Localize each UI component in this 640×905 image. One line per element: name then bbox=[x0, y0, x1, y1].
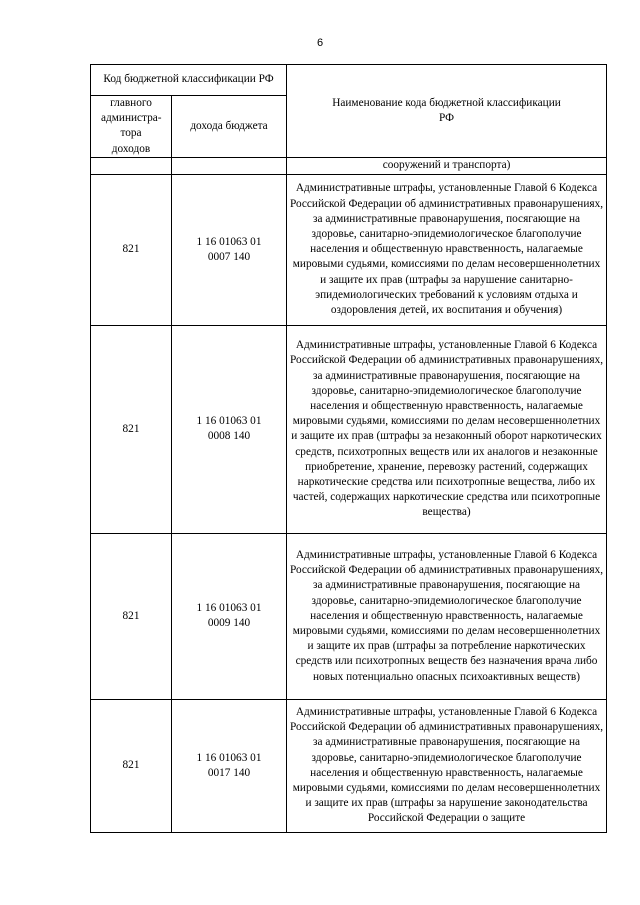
income-code-line1: 1 16 01063 01 bbox=[196, 235, 262, 248]
table-row bbox=[91, 325, 607, 533]
income-code-line1: 1 16 01063 01 bbox=[196, 751, 262, 764]
page-number: 6 bbox=[316, 37, 324, 49]
header-row-top bbox=[91, 65, 607, 96]
table-row bbox=[91, 533, 607, 699]
admin-code: 821 bbox=[91, 533, 172, 699]
income-code-line2: 0017 140 bbox=[207, 766, 251, 779]
header-code-group: Код бюджетной классификации РФ bbox=[91, 65, 287, 96]
income-code-line1: 1 16 01063 01 bbox=[196, 602, 262, 615]
income-code-line2: 0009 140 bbox=[207, 617, 251, 630]
continuation-admin-cell bbox=[91, 157, 172, 174]
income-code-line2: 0008 140 bbox=[207, 430, 251, 443]
code-description: Административные штрафы, установленные Главой 6 Кодекса Российской Федерации об административных правонарушениях, за административные правонарушения, посягающие на здоровье, санитарно-эпидемиологическое благополучие населения и общественную нравственность, налагаемые мировыми судьями, комиссиями по делам несовершеннолетних и защите их прав (штрафы за потребление наркотических средств или психотропных веществ без назначения врача либо новых потенциально опасных психоактивных веществ) bbox=[287, 533, 607, 699]
header-income: дохода бюджета bbox=[172, 96, 287, 158]
income-code bbox=[172, 533, 287, 699]
table-row bbox=[91, 699, 607, 832]
code-description: Административные штрафы, установленные Главой 6 Кодекса Российской Федерации об административных правонарушениях, за административные правонарушения, посягающие на здоровье, санитарно-эпидемиологическое благополучие населения и общественную нравственность, налагаемые мировыми судьями, комиссиями по делам несовершеннолетних и защите их прав (штрафы за незаконный оборот наркотических средств, психотропных веществ или их аналогов и незаконные приобретение, хранение, перевозку растений, содержащих наркотические средства или психотропные вещества, либо их частей, содержащих наркотические средства или психотропные вещества) bbox=[287, 325, 607, 533]
table-row bbox=[91, 174, 607, 325]
budget-classification-table bbox=[90, 64, 607, 833]
admin-code: 821 bbox=[91, 325, 172, 533]
continuation-text: сооружений и транспорта) bbox=[287, 157, 607, 174]
header-code-name: Наименование кода бюджетной классификации РФ bbox=[287, 65, 607, 158]
admin-code: 821 bbox=[91, 174, 172, 325]
income-code bbox=[172, 699, 287, 832]
income-code bbox=[172, 325, 287, 533]
header-administrator: главного администра-тора доходов bbox=[91, 96, 172, 158]
code-description: Административные штрафы, установленные Главой 6 Кодекса Российской Федерации об административных правонарушениях, за административные правонарушения, посягающие на здоровье, санитарно-эпидемиологическое благополучие населения и общественную нравственность, налагаемые мировыми судьями, комиссиями по делам несовершеннолетних и защите их прав (штрафы за нарушение санитарно-эпидемиологических требований к условиям отдыха и оздоровления детей, их воспитания и обучения) bbox=[287, 174, 607, 325]
income-code bbox=[172, 174, 287, 325]
admin-code: 821 bbox=[91, 699, 172, 832]
income-code-line1: 1 16 01063 01 bbox=[196, 415, 262, 428]
income-code-line2: 0007 140 bbox=[207, 250, 251, 263]
code-description: Административные штрафы, установленные Главой 6 Кодекса Российской Федерации об административных правонарушениях, за административные правонарушения, посягающие на здоровье, санитарно-эпидемиологическое благополучие населения и общественную нравственность, налагаемые мировыми судьями, комиссиями по делам несовершеннолетних и защите их прав (штрафы за нарушение законодательства Российской Федерации о защите bbox=[287, 699, 607, 832]
continuation-row bbox=[91, 157, 607, 174]
continuation-code-cell bbox=[172, 157, 287, 174]
